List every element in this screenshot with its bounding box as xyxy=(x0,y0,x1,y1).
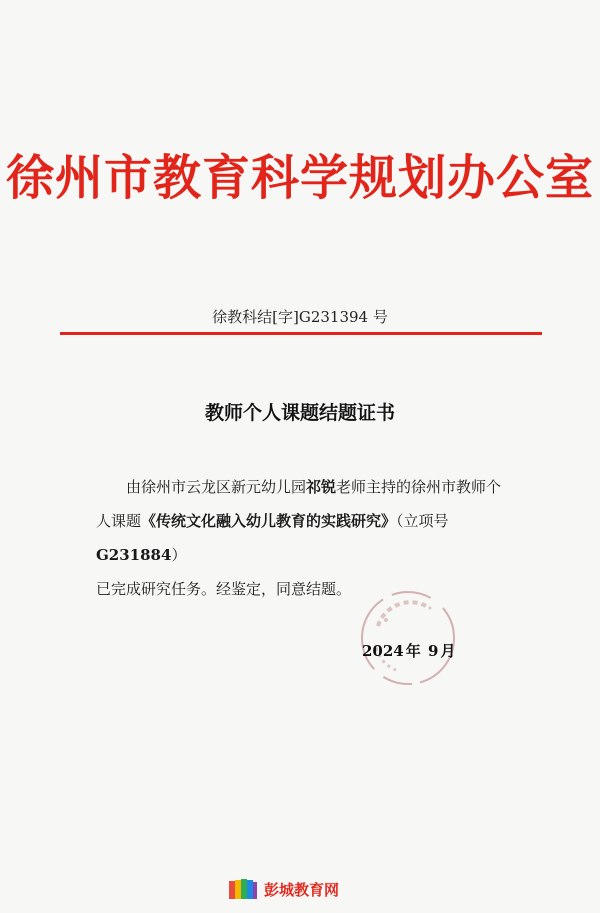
body-line2-end: ） xyxy=(171,546,187,564)
footer-watermark-logo xyxy=(228,876,339,902)
document-number: 徐教科结[字]G231394 号 xyxy=(212,308,388,326)
body-line2-mid: （立项号 xyxy=(396,512,449,530)
body-line1: 由徐州市云龙区新元幼儿园 xyxy=(126,478,307,496)
certificate-title: 教师个人课题结题证书 xyxy=(204,402,395,424)
red-divider-line xyxy=(60,332,542,335)
project-id: G231884 xyxy=(96,546,172,564)
office-name-header: 徐州市教育科学规划办公室 xyxy=(5,150,594,206)
issue-date xyxy=(362,640,502,661)
date-year-char: 年 xyxy=(405,642,421,660)
footer-brand-text: 彭城教育网 xyxy=(264,880,340,899)
body-line1-end: 老师主持的徐州市教师个 xyxy=(336,478,502,496)
colored-book-icon xyxy=(228,877,258,901)
body-line2-start: 人课题 xyxy=(96,512,142,530)
date-month: 9 xyxy=(428,642,439,660)
date-month-char: 月 xyxy=(440,642,456,660)
project-title: 《传统文化融入幼儿教育的实践研究》 xyxy=(141,512,397,530)
date-year: 2024 xyxy=(362,642,404,660)
teacher-name: 祁锐 xyxy=(306,478,337,496)
faded-seal-stamp-icon xyxy=(356,586,460,690)
body-line3: 已完成研究任务。经鉴定，同意结题。 xyxy=(96,580,352,598)
